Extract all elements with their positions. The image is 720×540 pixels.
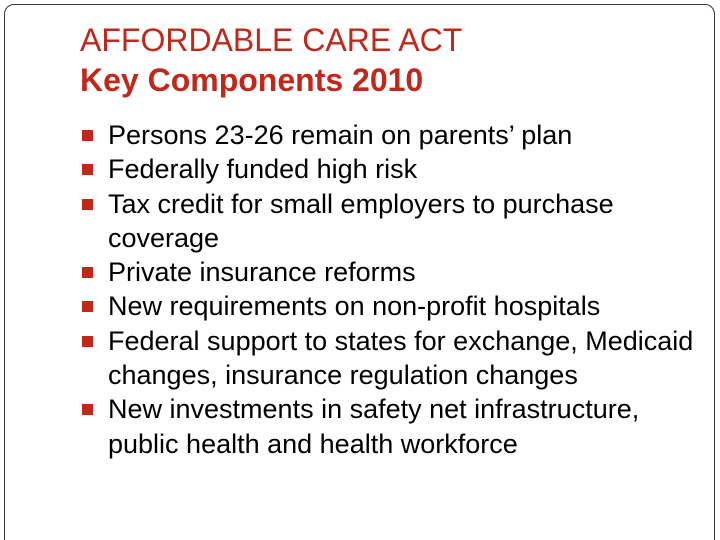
slide-title xyxy=(80,20,462,100)
square-bullet-icon xyxy=(82,301,93,312)
bullet-text: Tax credit for small employers to purchase coverage xyxy=(108,188,614,253)
title-line-2: Key Components 2010 xyxy=(80,62,424,98)
bullet-item xyxy=(80,324,700,393)
square-bullet-icon xyxy=(82,199,93,210)
bullet-item xyxy=(80,289,700,323)
bullet-text: Federally funded high risk xyxy=(108,154,418,185)
square-bullet-icon xyxy=(82,164,93,175)
bullet-list xyxy=(80,118,700,461)
bullet-text: New requirements on non-profit hospitals xyxy=(108,291,601,322)
square-bullet-icon xyxy=(82,404,93,415)
bullet-text: New investments in safety net infrastructure, public health and health workforce xyxy=(108,394,640,459)
bullet-text: Federal support to states for exchange, Medicaid changes, insurance regulation changes xyxy=(108,325,694,391)
square-bullet-icon xyxy=(82,130,93,141)
bullet-item xyxy=(80,187,700,256)
square-bullet-icon xyxy=(82,336,93,347)
bullet-item xyxy=(80,255,700,289)
title-line-1: AFFORDABLE CARE ACT xyxy=(80,22,463,58)
bullet-text: Persons 23-26 remain on parents’ plan xyxy=(108,120,573,150)
square-bullet-icon xyxy=(82,267,93,278)
bullet-item xyxy=(80,392,700,461)
bullet-item xyxy=(80,152,700,186)
bullet-text: Private insurance reforms xyxy=(108,257,416,288)
bullet-item xyxy=(80,118,700,152)
